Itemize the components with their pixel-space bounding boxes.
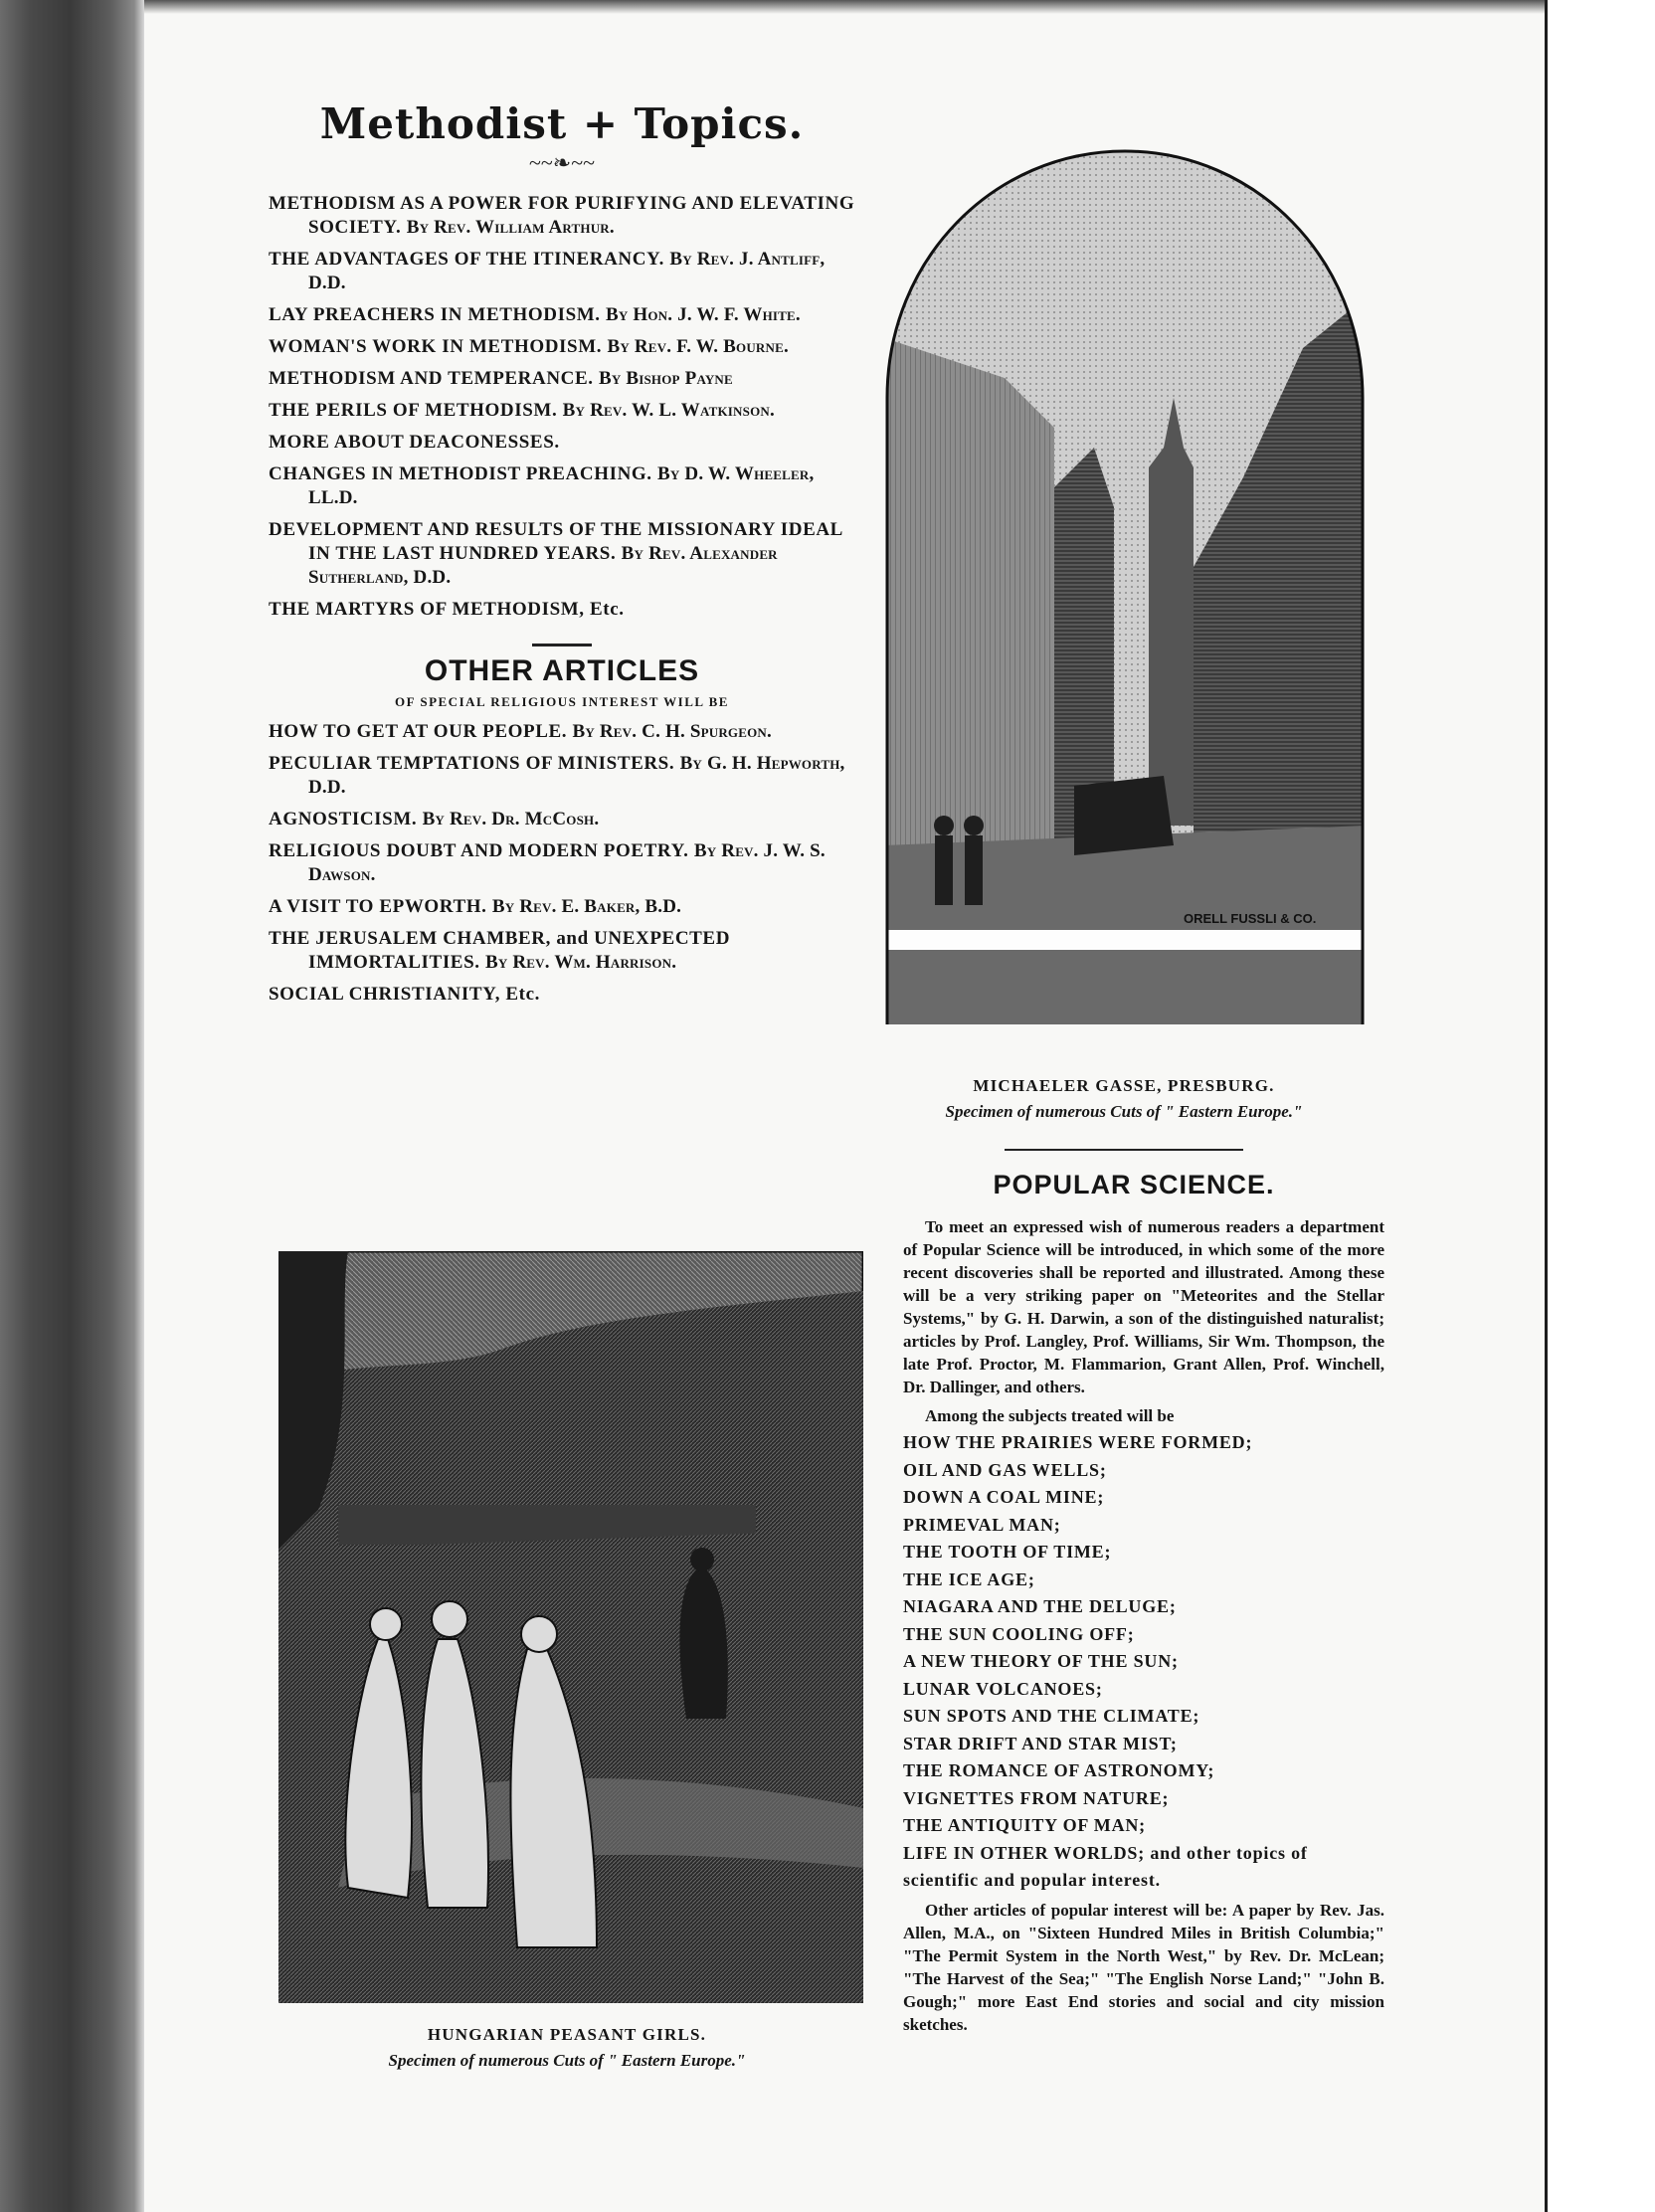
- article-item-author: By Rev. J. W. S. Dawson.: [308, 840, 826, 885]
- topic-item-author: By Bishop Payne: [598, 368, 733, 389]
- article-item-title: A VISIT TO EPWORTH.: [269, 896, 487, 917]
- subjects-list: [903, 1429, 1384, 1895]
- topic-item-author: By Rev. J. Antliff, D.D.: [308, 249, 826, 293]
- topic-item-title: WOMAN'S WORK IN METHODISM.: [269, 336, 603, 357]
- michaeler-gasse-engraving: [885, 149, 1365, 1026]
- article-item-title: RELIGIOUS DOUBT AND MODERN POETRY.: [269, 840, 689, 861]
- article-item-title: AGNOSTICISM.: [269, 809, 418, 830]
- topic-item: [269, 248, 855, 295]
- subject-item: PRIMEVAL MAN;: [903, 1514, 1061, 1535]
- topic-item-author: By Hon. J. W. F. White.: [605, 304, 801, 325]
- article-item-author: By Rev. C. H. Spurgeon.: [572, 721, 772, 742]
- subject-item: STAR DRIFT AND STAR MIST;: [903, 1733, 1178, 1753]
- other-articles-list: [269, 720, 855, 1007]
- subject-item: LIFE IN OTHER WORLDS; and other topics of scientific and popular interest.: [903, 1842, 1308, 1890]
- gasse-caption-sub: Specimen of numerous Cuts of " Eastern Europe.": [945, 1102, 1303, 1121]
- subject-item: THE ROMANCE OF ASTRONOMY;: [903, 1760, 1215, 1780]
- topic-item-title: THE MARTYRS OF METHODISM, Etc.: [269, 599, 625, 620]
- hungarian-peasant-girls-engraving: [278, 1251, 863, 2003]
- popular-science-body: [903, 1215, 1384, 2036]
- caption-divider: [1005, 1149, 1243, 1151]
- topic-item-title: MORE ABOUT DEACONESSES.: [269, 432, 560, 453]
- topic-item-author: By D. W. Wheeler, LL.D.: [308, 463, 815, 508]
- hungarian-figure-caption: [269, 2025, 865, 2071]
- subject-item: OIL AND GAS WELLS;: [903, 1459, 1107, 1480]
- hungarian-caption-title: HUNGARIAN PEASANT GIRLS.: [427, 2025, 707, 2044]
- topic-item: [269, 598, 855, 622]
- topic-item-author: By Rev. W. L. Watkinson.: [562, 400, 775, 421]
- article-item-author: By Rev. Dr. McCosh.: [422, 809, 600, 830]
- other-articles-subheading: OF SPECIAL RELIGIOUS INTEREST WILL BE: [395, 694, 729, 709]
- gasse-caption-title: MICHAELER GASSE, PRESBURG.: [973, 1076, 1275, 1095]
- article-item: [269, 752, 855, 800]
- popular-science-intro: To meet an expressed wish of numerous readers a department of Popular Science will be introduced, in which some of the more recent discoveries shall be reported and illustrated. Among these will be a very striking paper on "Meteorites and the Stellar Systems," by G. H. Darwin, a son of the distinguished naturalist; articles by Prof. Langley, Prof. Williams, Sir Wm. Thompson, the late Prof. Proctor, M. Flammarion, Grant Allen, Prof. Winchell, Dr. Dallinger, and others.: [903, 1217, 1384, 1396]
- subject-item: THE ICE AGE;: [903, 1568, 1035, 1589]
- article-item-title: SOCIAL CHRISTIANITY, Etc.: [269, 984, 540, 1005]
- section-divider: [532, 644, 592, 646]
- article-item-title: HOW TO GET AT OUR PEOPLE.: [269, 721, 568, 742]
- topic-item-title: DEVELOPMENT AND RESULTS OF THE MISSIONARY IDEAL IN THE LAST HUNDRED YEARS.: [269, 519, 842, 564]
- article-item-author: By G. H. Hepworth, D.D.: [308, 753, 845, 798]
- topic-item: [269, 518, 855, 590]
- hungarian-caption-sub: Specimen of numerous Cuts of " Eastern Europe.": [388, 2051, 746, 2070]
- topic-item-title: THE PERILS OF METHODISM.: [269, 400, 558, 421]
- topic-item-title: METHODISM AND TEMPERANCE.: [269, 368, 594, 389]
- subject-item: DOWN A COAL MINE;: [903, 1487, 1105, 1507]
- subject-item: A NEW THEORY OF THE SUN;: [903, 1651, 1179, 1671]
- topic-item: [269, 303, 855, 327]
- topic-item-author: By Rev. William Arthur.: [406, 217, 615, 238]
- subject-item: NIAGARA AND THE DELUGE;: [903, 1596, 1177, 1616]
- article-item-title: THE JERUSALEM CHAMBER, and UNEXPECTED IMMORTALITIES.: [269, 928, 731, 973]
- topic-item: [269, 192, 855, 240]
- next-page-edge: [1545, 0, 1655, 2212]
- topic-item-title: LAY PREACHERS IN METHODISM.: [269, 304, 601, 325]
- article-item: [269, 927, 855, 975]
- topic-item-title: THE ADVANTAGES OF THE ITINERANCY.: [269, 249, 664, 270]
- subject-item: THE TOOTH OF TIME;: [903, 1542, 1112, 1562]
- subject-item: THE ANTIQUITY OF MAN;: [903, 1815, 1146, 1835]
- methodist-topics-list: [269, 192, 855, 622]
- other-articles-heading: OTHER ARTICLES: [424, 654, 700, 687]
- article-item-title: PECULIAR TEMPTATIONS OF MINISTERS.: [269, 753, 675, 774]
- article-item-author: By Rev. E. Baker, B.D.: [491, 896, 682, 917]
- article-item: [269, 983, 855, 1007]
- article-item: [269, 720, 855, 744]
- topic-item-author: By Rev. Alexander Sutherland, D.D.: [308, 543, 778, 588]
- topic-item: [269, 462, 855, 510]
- topic-item: [269, 431, 855, 455]
- subject-item: LUNAR VOLCANOES;: [903, 1678, 1103, 1699]
- topic-item-title: METHODISM AS A POWER FOR PURIFYING AND ELEVATING SOCIETY.: [269, 193, 855, 238]
- topic-item: [269, 335, 855, 359]
- flourish-ornament: ~~❧~~: [528, 150, 596, 175]
- topic-item-author: By Rev. F. W. Bourne.: [607, 336, 789, 357]
- article-item: [269, 895, 855, 919]
- gasse-figure-caption: [875, 1076, 1373, 1122]
- popular-science-heading: POPULAR SCIENCE.: [993, 1170, 1275, 1199]
- article-item: [269, 839, 855, 887]
- topic-item: [269, 399, 855, 423]
- closing-paragraph: Other articles of popular interest will be: A paper by Rev. Jas. Allen, M.A., on "Sixteen Hundred Miles in British Columbia;" "The Permit System in the North West," by Rev. Dr. McLean; "The Harvest of the Sea;" "The English Norse Land;" "John B. Gough;" more East End stories and social and city mission sketches.: [903, 1900, 1384, 2034]
- engraver-signature: ORELL FUSSLI & CO.: [1184, 911, 1317, 926]
- article-item-author: By Rev. Wm. Harrison.: [484, 952, 677, 973]
- subject-item: HOW THE PRAIRIES WERE FORMED;: [903, 1432, 1253, 1452]
- page-top-edge: [144, 0, 1545, 14]
- left-column: [269, 99, 855, 1014]
- book-spine-shadow: [0, 0, 144, 2212]
- article-item: [269, 808, 855, 831]
- topic-item: [269, 367, 855, 391]
- topic-item-title: CHANGES IN METHODIST PREACHING.: [269, 463, 652, 484]
- subject-item: VIGNETTES FROM NATURE;: [903, 1787, 1170, 1808]
- subjects-intro: Among the subjects treated will be: [925, 1406, 1175, 1425]
- subject-item: THE SUN COOLING OFF;: [903, 1623, 1135, 1644]
- subject-item: SUN SPOTS AND THE CLIMATE;: [903, 1706, 1200, 1726]
- page-title: Methodist + Topics.: [319, 99, 805, 148]
